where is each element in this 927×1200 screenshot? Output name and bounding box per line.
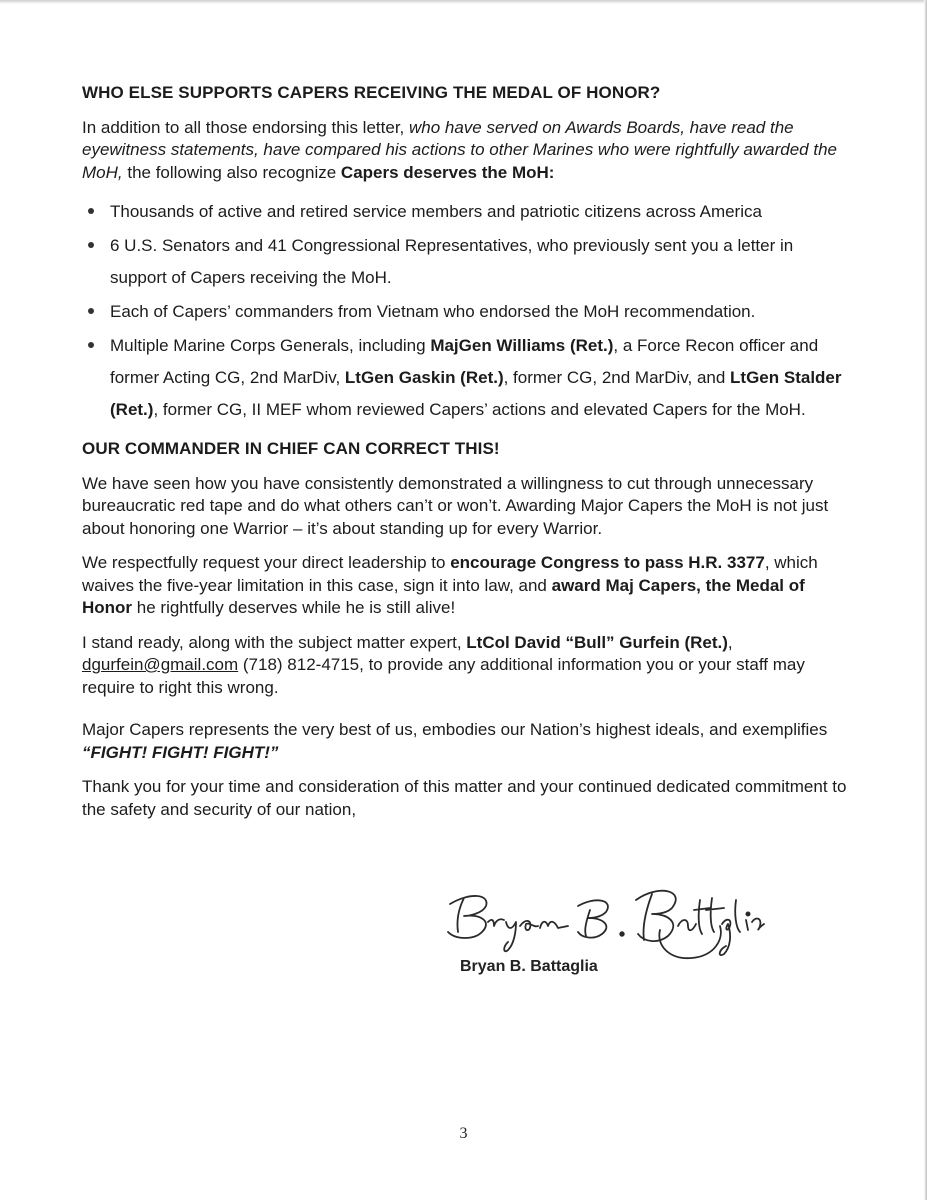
section-heading-commander: OUR COMMANDER IN CHIEF CAN CORRECT THIS! xyxy=(82,439,500,458)
signature-block xyxy=(430,870,790,1000)
paragraph-request: We respectfully request your direct leadership to encourage Congress to pass H.R. 3377, which waives the five-year limitation in this case, sign it into law, and award Maj Capers, the Medal of Honor he rightfully deserves while he is still alive! xyxy=(82,553,818,617)
paragraph-thanks: Thank you for your time and consideration of this matter and your continued dedicated commitment to the safety and security of our nation, xyxy=(82,777,847,819)
bullet-icon xyxy=(88,308,94,314)
paragraph-fight: Major Capers represents the very best of us, embodies our Nation’s highest ideals, and exemplifies “FIGHT! FIGHT! FIGHT!” xyxy=(82,720,828,762)
bullet-icon xyxy=(88,208,94,214)
section-heading-supporters: WHO ELSE SUPPORTS CAPERS RECEIVING THE MEDAL OF HONOR? xyxy=(82,83,661,102)
list-item: Thousands of active and retired service members and patriotic citizens across America xyxy=(82,196,852,228)
supporters-list xyxy=(82,196,852,426)
bullet-icon xyxy=(88,242,94,248)
paragraph-red-tape: We have seen how you have consistently demonstrated a willingness to cut through unnecessary bureaucratic red tape and do what others can’t or won’t. Awarding Major Capers the MoH is not just about honoring one Warrior – it’s about standing up for every Warrior. xyxy=(82,473,829,538)
signatory-name: Bryan B. Battaglia xyxy=(460,958,598,975)
email-link[interactable]: dgurfein@gmail.com xyxy=(82,655,239,674)
scan-top-edge xyxy=(0,0,927,4)
letter-body xyxy=(82,82,852,833)
supporters-intro: In addition to all those endorsing this letter, who have served on Awards Boards, have read the eyewitness statements, have compared his actions to other Marines who were rightfully awarded the MoH, the following also recognize Capers deserves the MoH: xyxy=(82,117,837,182)
handwritten-signature xyxy=(430,870,790,960)
list-item: Multiple Marine Corps Generals, including MajGen Williams (Ret.), a Force Recon officer and former Acting CG, 2nd MarDiv, LtGen Gaskin (Ret.), former CG, 2nd MarDiv, and LtGen Stalder (Ret.), former CG, II MEF whom reviewed Capers’ actions and elevated Capers for the MoH. xyxy=(82,330,852,426)
page-number: 3 xyxy=(459,1125,468,1142)
list-item: 6 U.S. Senators and 41 Congressional Representatives, who previously sent you a letter in support of Capers receiving the MoH. xyxy=(82,230,852,294)
list-item: Each of Capers’ commanders from Vietnam who endorsed the MoH recommendation. xyxy=(82,296,852,328)
bullet-icon xyxy=(88,342,94,348)
paragraph-contact: I stand ready, along with the subject matter expert, LtCol David “Bull” Gurfein (Ret.), dgurfein@gmail.com (718) 812-4715, to provide any additional information you or your staff may require to right this wrong. xyxy=(82,632,805,697)
